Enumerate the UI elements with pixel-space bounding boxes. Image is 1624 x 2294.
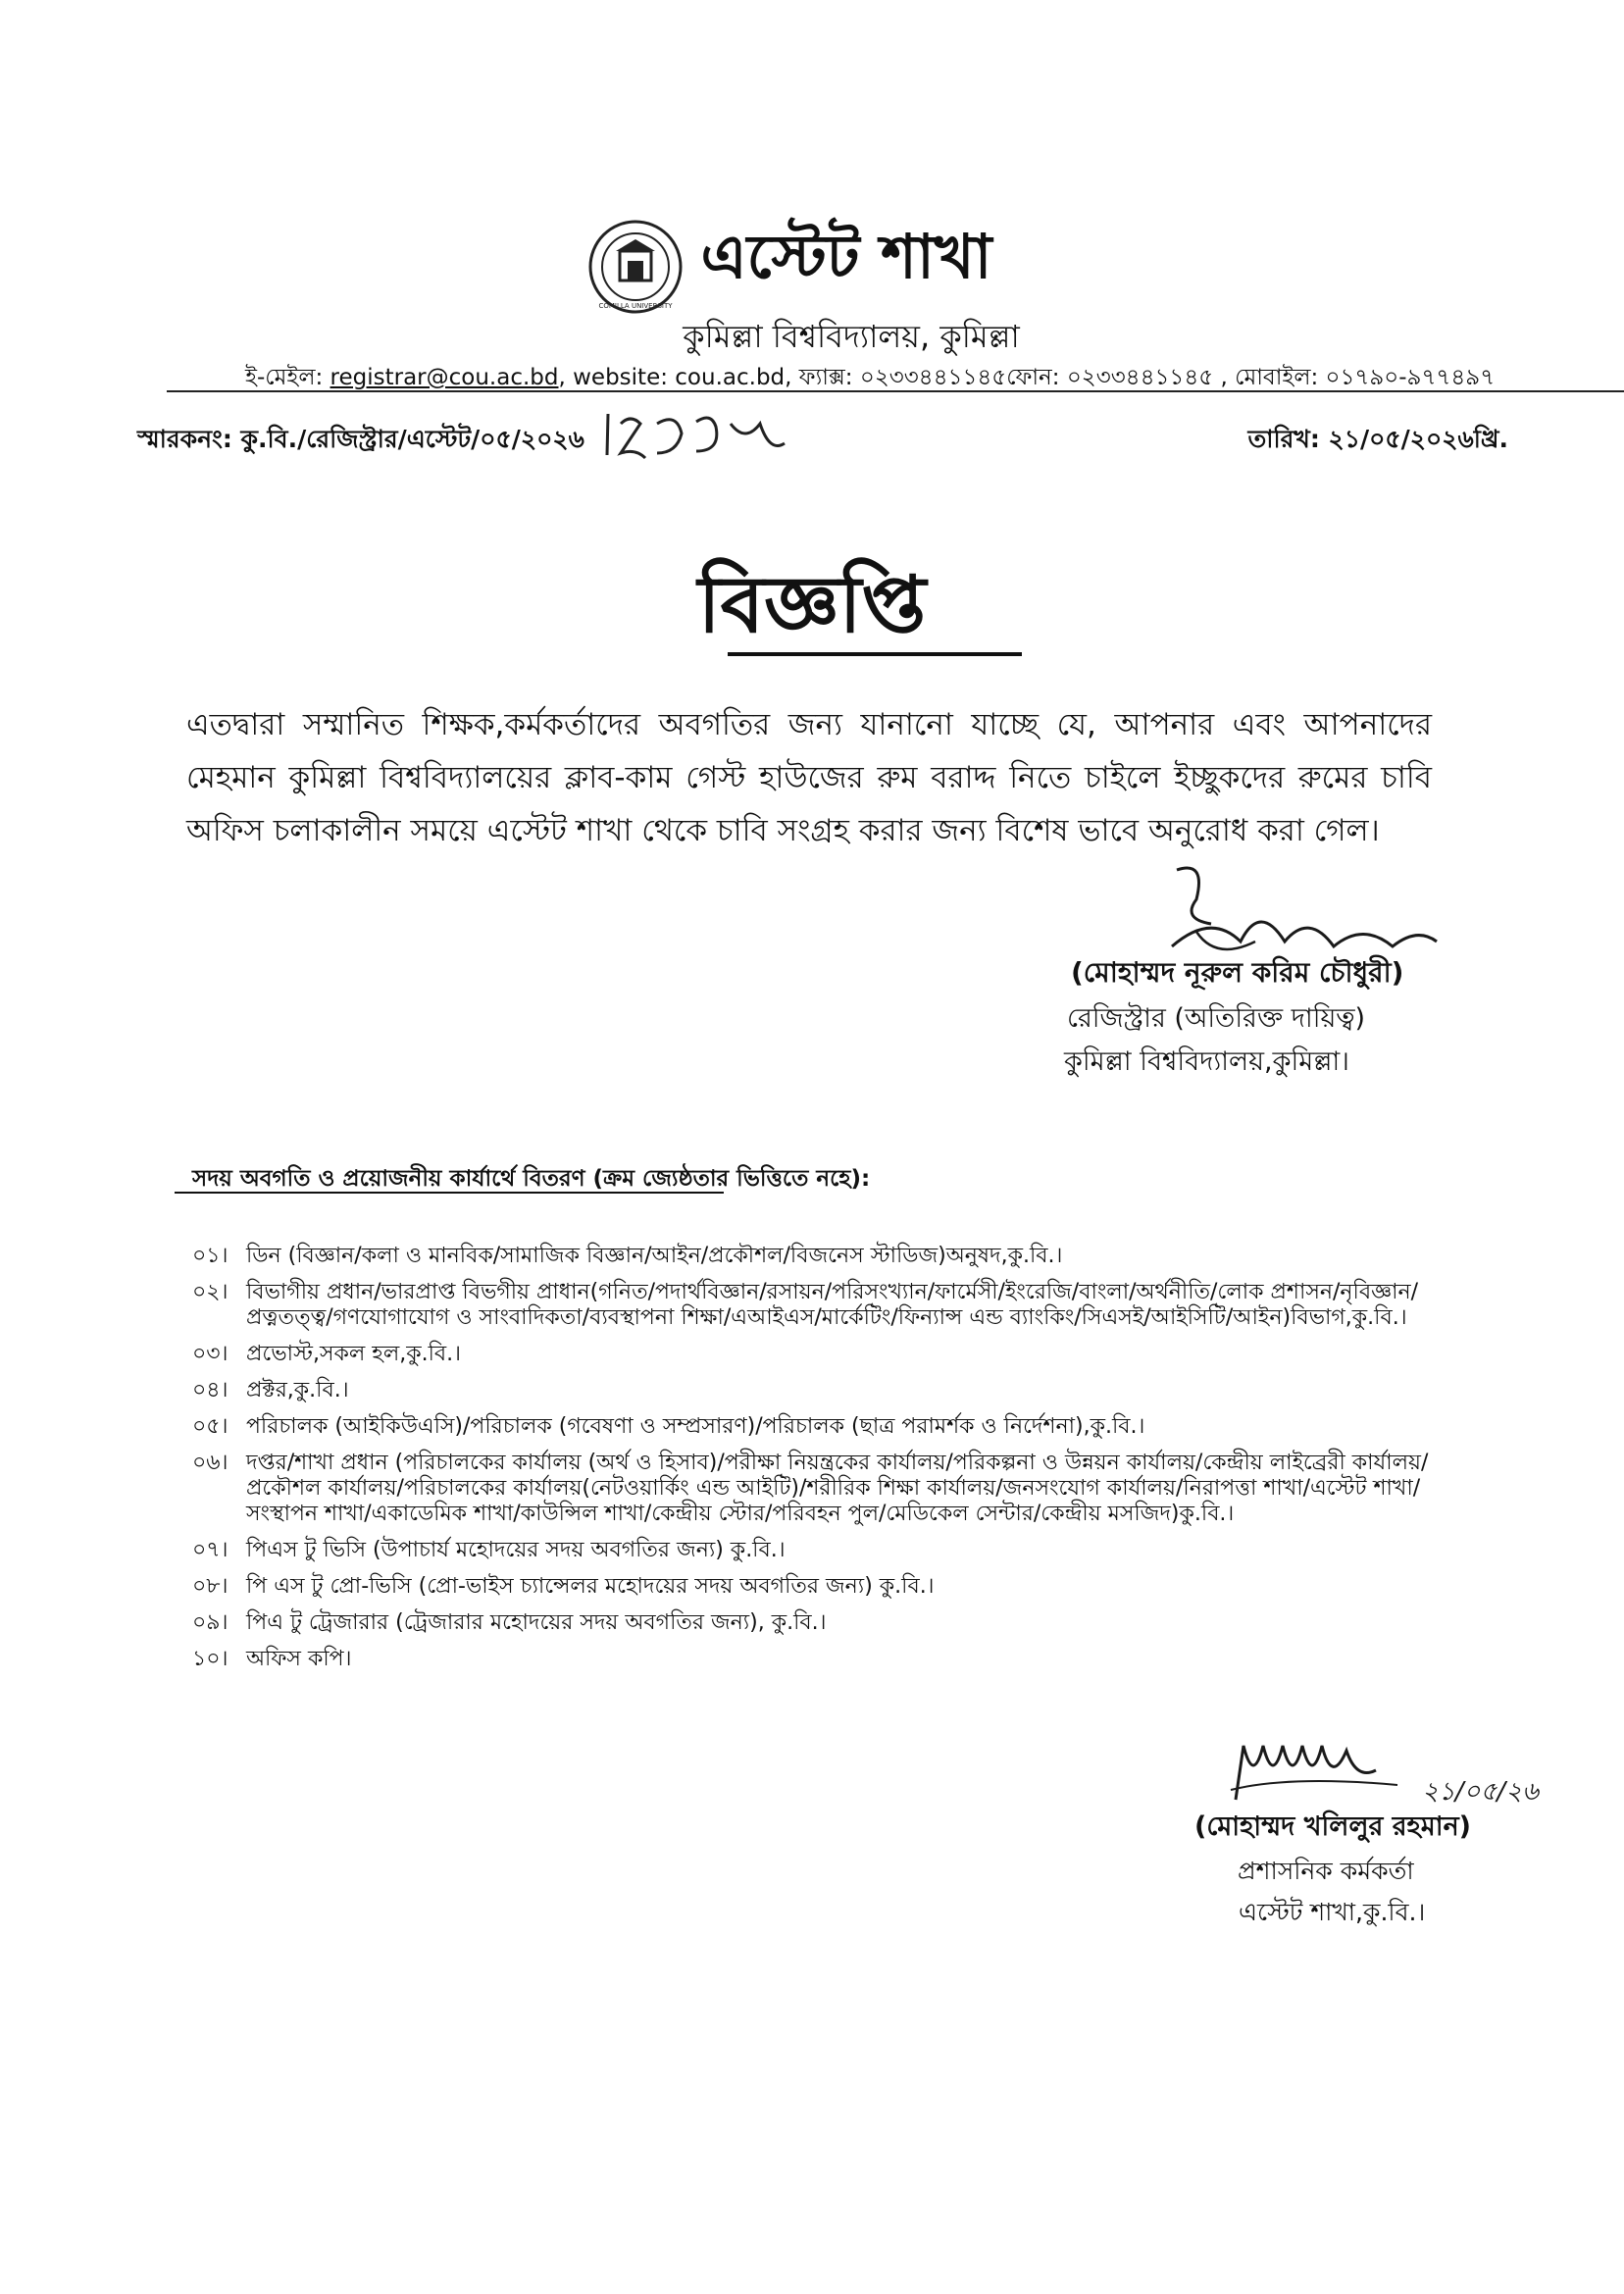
- svg-text:২১/০৫/২৬: ২১/০৫/২৬: [1422, 1777, 1539, 1807]
- issue-date: তারিখ: ২১/০৫/২০২৬খ্রি.: [1247, 425, 1508, 453]
- notice-title: বিজ্ঞপ্তি: [697, 559, 927, 650]
- registrar-org: কুমিল্লা বিশ্ববিদ্যালয়,কুমিল্লা।: [1064, 1046, 1349, 1077]
- office-title: এস্টেট শাখা: [700, 221, 992, 292]
- registrar-role: রেজিস্ট্রার (অতিরিক্ত দায়িত্ব): [1067, 1003, 1366, 1034]
- memo-number: স্মারকনং: কু.বি./রেজিস্ট্রার/এস্টেট/০৫/২০২৬: [137, 425, 584, 453]
- distribution-list: [192, 1244, 1467, 1683]
- list-item: ০৯। পিএ টু ট্রেজারার (ট্রেজারার মহোদয়ের সদয় অবগতির জন্য), কু.বি.।: [192, 1610, 827, 1635]
- svg-text:COMILLA UNIVERSITY: COMILLA UNIVERSITY: [598, 302, 673, 310]
- title-underline: [728, 652, 1022, 656]
- university-name: কুমিল্লা বিশ্ববিদ্যালয়, কুমিল্লা: [683, 318, 1020, 355]
- list-item: ০৬। দপ্তর/শাখা প্রধান (পরিচালকের কার্যালয় (অর্থ ও হিসাব)/পরীক্ষা নিয়ন্ত্রকের কার্যালয়/পরিকল্পনা ও উন্নয়ন কার্যালয়/কেন্দ্রীয় লাইব্রেরী কার্যালয়/প্রকৌশল কার্যালয়/পরিচালকের কার্যালয়(নেটওয়ার্কিং এন্ড আইটি)/শরীরিক শিক্ষা কার্যালয়/জনসংযোগ কার্যালয়/নিরাপত্তা শাখা/এস্টেট শাখা/সংস্থাপন শাখা/একাডেমিক শাখা/কাউন্সিল শাখা/কেন্দ্রীয় স্টোর/পরিবহন পুল/মেডিকেল সেন্টার/কেন্দ্রীয় মসজিদ)কু.বি.।: [192, 1451, 1429, 1526]
- list-item: ০১। ডিন (বিজ্ঞান/কলা ও মানবিক/সামাজিক বিজ্ঞান/আইন/প্রকৌশল/বিজনেস স্টাডিজ)অনুষদ,কু.বি.।: [192, 1244, 1063, 1268]
- list-item: ০৩। প্রভোস্ট,সকল হল,কু.বি.।: [192, 1342, 462, 1366]
- list-item: ০২। বিভাগীয় প্রধান/ভারপ্রাপ্ত বিভগীয় প্রাধান(গনিত/পদার্থবিজ্ঞান/রসায়ন/পরিসংখ্যান/ফার্মেসী/ইংরেজি/বাংলা/অর্থনীতি/লোক প্রশাসন/নৃবিজ্ঞান/প্রত্নতত্ত্ব/গণযোগাযোগ ও সাংবাদিকতা/ব্যবস্থাপনা শিক্ষা/এআইএস/মার্কেটিং/ফিন্যান্স এন্ড ব্যাংকিং/সিএসই/আইসিটি/আইন)বিভাগ,কু.বি.।: [192, 1280, 1419, 1330]
- officer-org: এস্টেট শাখা,কু.বি.।: [1239, 1898, 1426, 1926]
- list-item: ১০। অফিস কপি।: [192, 1647, 352, 1671]
- contact-details: , website: cou.ac.bd, ফ্যাক্স: ০২৩৩৪৪১১৪৫ফোন: ০২৩৩৪৪১১৪৫ , মোবাইল: ০১৭৯০-৯৭৭৪৯৭: [558, 365, 1496, 390]
- list-item: ০৮। পি এস টু প্রো-ভিসি (প্রো-ভাইস চ্যান্সেলর মহোদয়ের সদয় অবগতির জন্য) কু.বি.।: [192, 1574, 935, 1599]
- officer-name: (মোহাম্মদ খলিলুর রহমান): [1194, 1811, 1472, 1842]
- handwritten-memo-number: [603, 404, 789, 463]
- list-item: ০৫। পরিচালক (আইকিউএসি)/পরিচালক (গবেষণা ও সম্প্রসারণ)/পরিচালক (ছাত্র পরামর্শক ও নির্দেশনা),কু.বি.।: [192, 1414, 1145, 1439]
- header-divider: [167, 390, 1624, 392]
- list-item: ০৭। পিএস টু ভিসি (উপাচার্য মহোদয়ের সদয় অবগতির জন্য) কু.বি.।: [192, 1538, 786, 1562]
- notice-body: এতদ্বারা সম্মানিত শিক্ষক,কর্মকর্তাদের অবগতির জন্য যানানো যাচ্ছে যে, আপনার এবং আপনাদের মেহমান কুমিল্লা বিশ্ববিদ্যালয়ের ক্লাব-কাম গেস্ট হাউজের রুম বরাদ্দ নিতে চাইলে ইচ্ছুকদের রুমের চাবি অফিস চলাকালীন সময়ে এস্টেট শাখা থেকে চাবি সংগ্রহ করার জন্য বিশেষ ভাবে অনুরোধ করা গেল।: [186, 707, 1432, 848]
- list-item: ০৪। প্রক্টর,কু.বি.।: [192, 1378, 349, 1402]
- distribution-heading: সদয় অবগতি ও প্রয়োজনীয় কার্যার্থে বিতরণ (ক্রম জ্যেষ্ঠতার ভিত্তিতে নহে):: [192, 1166, 871, 1192]
- registrar-name: (মোহাম্মদ নূরুল করিম চৌধুরী): [1071, 956, 1404, 989]
- officer-role: প্রশাসনিক কর্মকর্তা: [1238, 1857, 1414, 1885]
- email-link[interactable]: registrar@cou.ac.bd: [330, 365, 559, 390]
- distribution-underline: [175, 1192, 724, 1194]
- email-label: ই-মেইল:: [245, 365, 330, 390]
